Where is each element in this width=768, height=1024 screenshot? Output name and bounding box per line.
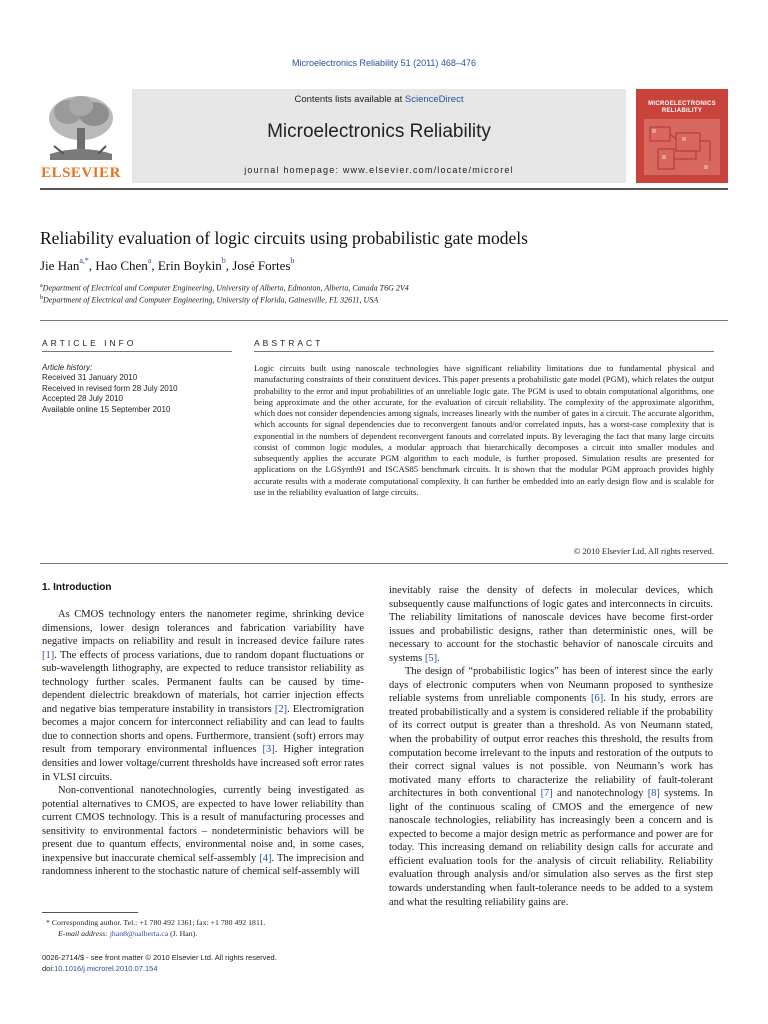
article-info-rule (42, 351, 232, 352)
contents-prefix: Contents lists available at (294, 94, 403, 105)
body-text: . Higher integration densities and lower voltage/current thresholds have increased soft error rates in VLSI circuits. (42, 744, 364, 783)
journal-homepage[interactable]: journal homepage: www.elsevier.com/locate/microrel (244, 165, 514, 175)
history-item: Received in revised form 28 July 2010 (42, 383, 178, 393)
citation-link[interactable]: [4] (259, 852, 272, 864)
email-suffix: (J. Han). (170, 929, 198, 938)
body-text: systems. In light of the continuous scaling of CMOS and the emergence of new nanoscale technologies, reliability has increasingly been a concern and is expected to become a major design metric as performance and power are for today. This increasing demand on reliability design calls for accurate and efficient evaluation tools for the analysis of circuit reliability. Reliability evaluation through analysis and/or simulation also serves as the first step towards understanding when fault-tolerance needs to be added to a system and what the resulting reliability gains are. (389, 788, 713, 908)
cover-title-line-1: MICROELECTRONICS (648, 101, 716, 107)
body-column-right (389, 584, 713, 909)
journal-cover-image (636, 89, 728, 183)
body-text: . Electromigration becomes a major concern for interconnect reliability and can lead to faults due to connection shorts and opens. Furthermore, transient (soft) errors may result from temporary environmental influences (42, 703, 364, 756)
author-affiliation-mark[interactable]: a,* (79, 256, 89, 265)
author-name[interactable]: José Fortes (232, 258, 291, 273)
history-item: Received 31 January 2010 (42, 373, 138, 383)
section-divider (40, 320, 728, 321)
contents-line (132, 94, 626, 105)
email-note (58, 929, 197, 938)
history-label: Article history: (42, 363, 93, 372)
author-affiliation-mark[interactable]: b (290, 256, 295, 265)
elsevier-tree-icon (40, 90, 122, 162)
article-info-heading: ARTICLE INFO (42, 338, 137, 348)
journal-masthead (132, 89, 626, 183)
body-paragraph (42, 784, 364, 879)
citation-link[interactable]: [5] (424, 652, 438, 664)
affiliation (40, 283, 409, 293)
affiliation-mark: b (40, 295, 43, 301)
article-title: Reliability evaluation of logic circuits using probabilistic gate models (40, 228, 528, 248)
affiliation (40, 295, 378, 305)
email-link[interactable]: jhan8@ualberta.ca (109, 929, 169, 938)
journal-title: Microelectronics Reliability (267, 121, 491, 142)
section-heading-introduction: 1. Introduction (42, 582, 112, 593)
issn-line: 0026-2714/$ - see front matter © 2010 Elsevier Ltd. All rights reserved. (42, 953, 277, 962)
doi-prefix: doi: (42, 964, 55, 973)
header-divider (40, 188, 728, 190)
body-text: The design of “probabilistic logics” has been of interest since the early days of electronic computers when von Neumann proposed to synthesize reliable systems from unreliable components (389, 666, 713, 705)
abstract-divider (40, 563, 728, 564)
affiliation-mark: a (40, 283, 43, 289)
citation-link[interactable]: [7] (540, 788, 553, 800)
cover-title-line-2: RELIABILITY (661, 108, 703, 114)
abstract-text: Logic circuits built using nanoscale technologies have significant reliability limitations due to fundamental physical and manufacturing constraints of their constituent devices. This paper presents a probabilistic gate model (PGM), which relates the output probability to the error and input probabilities of an unreliable logic gate. The PGM is used to obtain computational algorithms, one being approximate and the other accurate, for the evaluation of circuit reliability. The complexity of the approximate algorithm, which does not consider dependencies among signals, increases linearly with the number of gates in a circuit. The accurate algorithm, which accounts for signal dependencies due to reconvergent fanouts and/or correlated inputs, has a worst-case complexity that is exponential in the numbers of dependent reconvergent fanouts and correlated inputs. By leveraging the fact that many large circuits consist of common logic modules, a modular approach that hierarchically decomposes a circuit into smaller modules and subsequently applies the accurate PGM algorithm to each module, is further proposed. Simulation results are presented for applications on the LGSynth91 and ISCAS85 benchmark circuits. It is shown that the modular PGM approach provides highly accurate results with a moderate computational complexity. It can further be embedded into an early design flow and is scalable for use in the reliability evaluation of large circuits. (254, 363, 714, 497)
article-history (42, 363, 232, 415)
author-list: Jie Han$^{a,*}$, Hao Chen$^a$, Erin Boykin$^b$, José Fortes$^b$ (40, 256, 295, 273)
author-name[interactable]: Hao Chen (95, 258, 148, 273)
author-name[interactable]: Jie Han (40, 258, 80, 273)
body-text: As CMOS technology enters the nanometer regime, shrinking device dimensions, lower design tolerances and fabrication variability have negative impacts on reliability and result in increased device failure rates (42, 609, 364, 648)
sciencedirect-link[interactable]: ScienceDirect (404, 94, 464, 105)
corresponding-author-note: * Corresponding author. Tel.: +1 780 492 1361; fax: +1 780 492 1811. (46, 918, 266, 927)
body-text: Non-conventional nanotechnologies, currently being investigated as potential alternatives to CMOS, are expected to have lower reliability than current CMOS technology. This is a result of manufacturing processes and sensitivity to environmental factors – nondeterministic behaviors will be present due to quantum effects, environmental noise and, in some cases, inexpensive but inaccurate chemical self-assembly (42, 785, 364, 864)
citation-link[interactable]: [1] (42, 649, 55, 661)
author-affiliation-mark[interactable]: a (147, 256, 152, 265)
abstract-copyright: © 2010 Elsevier Ltd. All rights reserved. (573, 546, 714, 556)
doi-link[interactable]: 10.1016/j.microrel.2010.07.154 (54, 964, 158, 973)
citation-link[interactable]: [3] (262, 744, 275, 756)
citation-link[interactable]: [2] (274, 703, 288, 715)
abstract-heading: ABSTRACT (254, 338, 324, 348)
affiliation-text: Department of Electrical and Computer Engineering, University of Alberta, Edmonton, Alberta, Canada T6G 2V4 (42, 283, 409, 293)
journal-reference-link[interactable]: Microelectronics Reliability 51 (2011) 468–476 (292, 58, 476, 68)
body-text: and nanotechnology (552, 788, 648, 800)
history-item: Accepted 28 July 2010 (42, 394, 123, 404)
body-text: . (437, 652, 440, 664)
author-affiliation-mark[interactable]: b (221, 256, 226, 265)
body-column-left (42, 608, 364, 879)
body-text: inevitably raise the density of defects in molecular devices, which subsequently cause malfunctions of logic gates and interconnects in circuits. The reliability limitations of nanoscale devices have become first-order issues and probabilistic designs, rather than deterministic ones, will be necessary to account for the stochastic behavior of nanoscale circuits and systems (389, 585, 713, 664)
doi-line (42, 964, 158, 973)
body-paragraph (42, 608, 364, 784)
affiliation-text: Department of Electrical and Computer Engineering, University of Florida, Gainesville, FL 32611, USA (43, 295, 379, 305)
body-text: . The effects of process variations, due to random dopant fluctuations or sub-wavelength lithography, are expected to reduce transistor reliability as technology further scales. Permanent faults can be caused by time-dependent dielectric breakdown of materials, hot carrier injection effects and negative bias temperature instability in transistors (42, 649, 364, 715)
email-label: E-mail address: (58, 929, 108, 938)
citation-link[interactable]: [8] (647, 788, 660, 800)
cover-title (636, 101, 728, 115)
elsevier-wordmark: ELSEVIER (41, 165, 121, 181)
body-text: . The imprecision and randomness inherent to the stochastic nature of chemical self-assembly will (42, 852, 364, 878)
footnote-rule (42, 912, 138, 913)
history-item: Available online 15 September 2010 (42, 404, 171, 414)
body-text: . In his study, errors are treated probabilistically and a system is considered reliable if the probability of its correct output is greater than a threshold. As von Neumann stated, when the probability of output error reaches this threshold, the results from computation become irrelevant to the inputs and restoration of the outputs to their correct signal values is not possible. von Neumann’s work has motivated many efforts to characterize the reliability of fault-tolerant architectures in both conventional (389, 693, 713, 800)
body-paragraph (389, 584, 713, 665)
abstract-rule (254, 351, 714, 352)
author-name[interactable]: Erin Boykin (157, 258, 222, 273)
elsevier-logo (40, 90, 122, 182)
citation-link[interactable]: [6] (590, 693, 604, 705)
body-paragraph (389, 665, 713, 909)
